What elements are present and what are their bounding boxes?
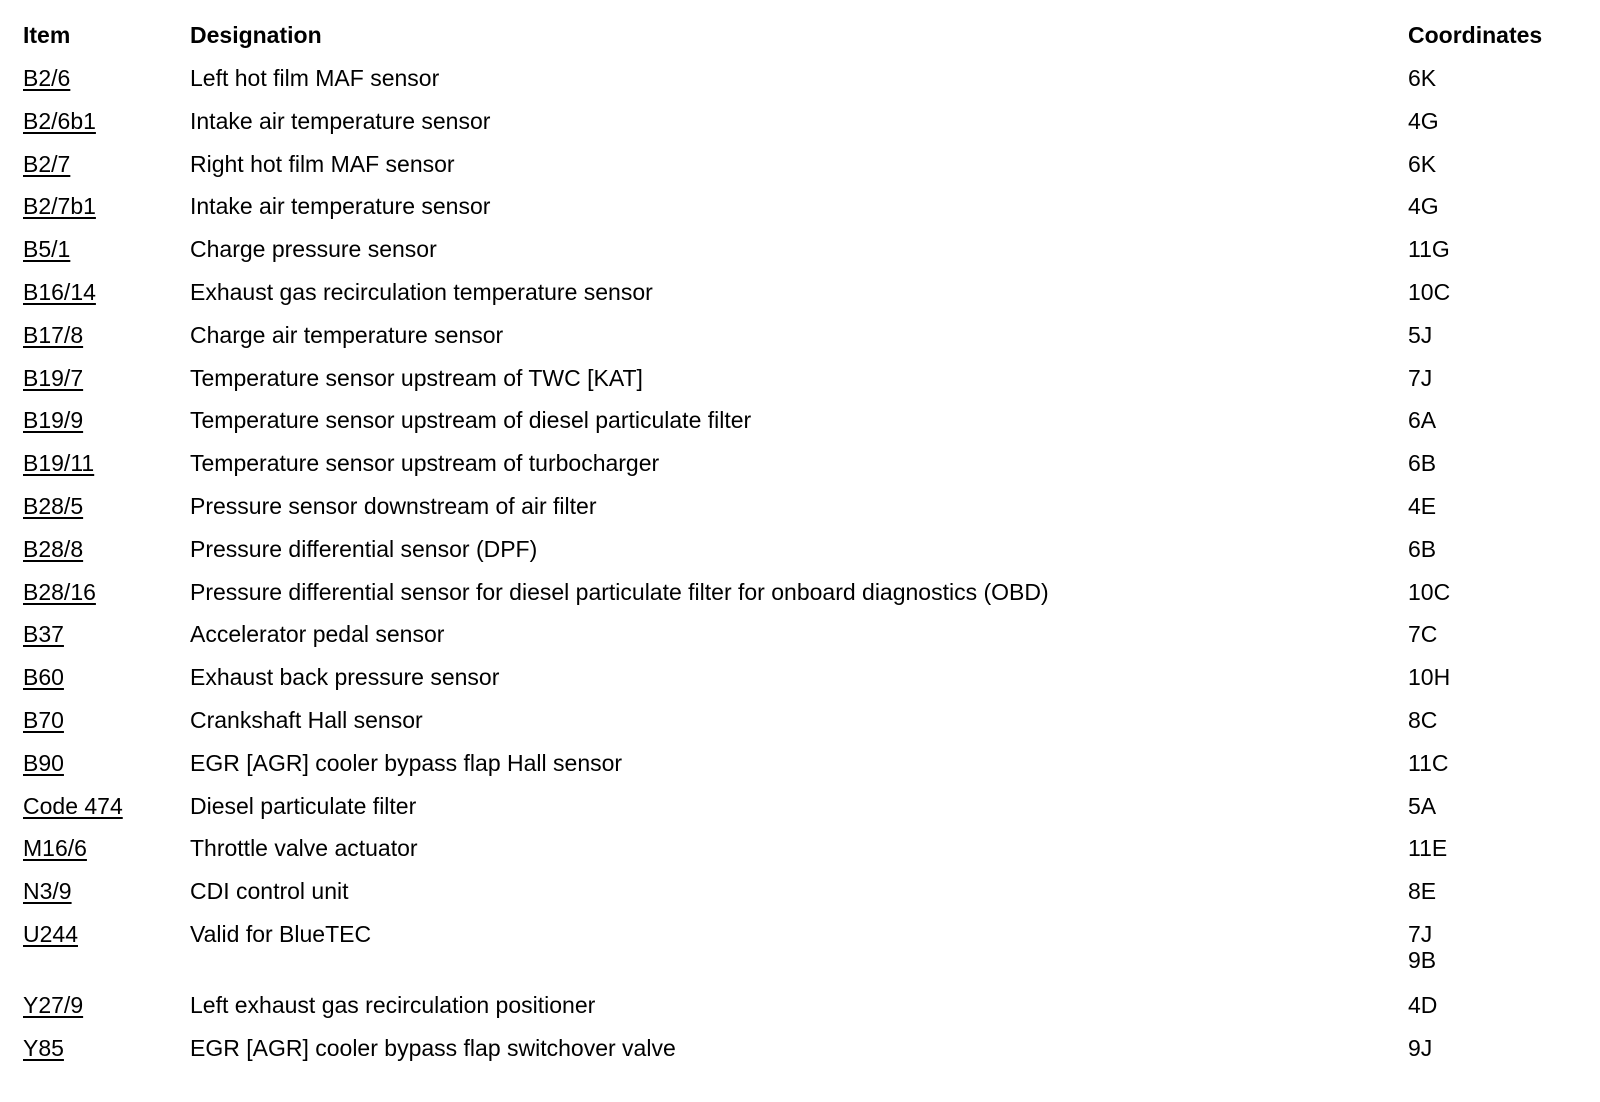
item-link[interactable]: B28/16	[23, 578, 96, 605]
coordinates-cell	[1408, 193, 1439, 219]
table-row	[0, 1035, 1600, 1078]
table-row	[0, 407, 1600, 450]
table-row	[0, 65, 1600, 108]
item-link[interactable]: B17/8	[23, 321, 84, 348]
item-link[interactable]: B19/9	[23, 407, 84, 434]
item-link[interactable]: Y27/9	[23, 991, 84, 1018]
designation-text: Crankshaft Hall sensor	[190, 706, 423, 733]
coordinate-value: 4G	[1408, 193, 1439, 220]
item-link[interactable]: M16/6	[23, 835, 87, 862]
coordinate-value: 5A	[1408, 792, 1437, 819]
table-row	[0, 878, 1600, 921]
coordinates-cell	[1408, 835, 1447, 861]
designation-text: EGR [AGR] cooler bypass flap Hall sensor	[190, 749, 623, 776]
coordinate-value: 6K	[1408, 65, 1437, 91]
table-row	[0, 151, 1600, 194]
coordinates-cell	[1408, 450, 1436, 476]
item-link[interactable]: N3/9	[23, 878, 72, 905]
table-row	[0, 322, 1600, 365]
coordinate-value: 9J	[1408, 1034, 1433, 1061]
table-row	[0, 450, 1600, 493]
coordinate-value: 6B	[1408, 535, 1437, 562]
coordinates-cell	[1408, 65, 1436, 91]
table-row	[0, 536, 1600, 579]
coordinate-value: 4E	[1408, 492, 1437, 519]
coordinate-value: 11C	[1408, 749, 1449, 776]
coordinates-cell	[1408, 365, 1432, 391]
item-link[interactable]: B5/1	[23, 236, 71, 263]
coordinate-value: 6A	[1408, 407, 1437, 434]
item-link[interactable]: B2/6	[23, 65, 71, 91]
coordinate-value: 10H	[1408, 664, 1451, 691]
coordinate-value: 10C	[1408, 278, 1451, 305]
coordinate-value: 6B	[1408, 450, 1437, 477]
designation-text: Diesel particulate filter	[190, 792, 417, 819]
table-row	[0, 835, 1600, 878]
designation-text: Valid for BlueTEC	[190, 920, 372, 947]
item-link[interactable]: B28/5	[23, 492, 84, 519]
coordinate-value: 6K	[1408, 150, 1437, 177]
item-link[interactable]: U244	[23, 920, 78, 947]
designation-text: Intake air temperature sensor	[190, 193, 491, 220]
designation-text: Right hot film MAF sensor	[190, 150, 455, 177]
coordinate-value: 4G	[1408, 107, 1439, 134]
table-row	[0, 921, 1600, 992]
table-row	[0, 793, 1600, 836]
table-row	[0, 193, 1600, 236]
coordinates-cell	[1408, 750, 1449, 776]
designation-text: Left hot film MAF sensor	[190, 65, 440, 91]
designation-text: Pressure differential sensor for diesel particulate filter for onboard diagnostics (OBD)	[190, 578, 1049, 605]
coordinate-value: 11E	[1408, 835, 1448, 862]
item-link[interactable]: B2/6b1	[23, 107, 96, 134]
item-link[interactable]: B19/11	[23, 450, 95, 477]
coordinates-cell	[1408, 921, 1436, 973]
coordinates-cell	[1408, 407, 1436, 433]
coordinate-value: 8E	[1408, 878, 1437, 905]
designation-text: Pressure sensor downstream of air filter	[190, 492, 597, 519]
coordinate-value: 10C	[1408, 578, 1451, 605]
table-row	[0, 365, 1600, 408]
coordinates-cell	[1408, 151, 1436, 177]
item-link[interactable]: B90	[23, 749, 64, 776]
coordinate-value: 7C	[1408, 621, 1438, 648]
coordinates-cell	[1408, 707, 1437, 733]
coordinates-cell	[1408, 621, 1437, 647]
header-coordinates: Coordinates	[1408, 22, 1543, 48]
designation-text: Accelerator pedal sensor	[190, 621, 445, 648]
coordinates-cell	[1408, 579, 1450, 605]
coordinate-value: 9B	[1408, 946, 1437, 973]
coordinates-cell	[1408, 279, 1450, 305]
designation-text: Temperature sensor upstream of diesel particulate filter	[190, 407, 752, 434]
coordinates-cell	[1408, 108, 1439, 134]
coordinate-value: 8C	[1408, 706, 1438, 733]
item-link[interactable]: B70	[23, 706, 64, 733]
designation-text: Left exhaust gas recirculation positioner	[190, 991, 596, 1018]
item-link[interactable]: B28/8	[23, 535, 84, 562]
table-header	[0, 22, 1600, 56]
coordinate-value: 5J	[1408, 321, 1433, 348]
header-designation: Designation	[190, 22, 322, 48]
designation-text: Charge pressure sensor	[190, 236, 437, 263]
coordinates-cell	[1408, 322, 1432, 348]
table-row	[0, 236, 1600, 279]
designation-text: Pressure differential sensor (DPF)	[190, 535, 538, 562]
table-row	[0, 108, 1600, 151]
item-link[interactable]: B2/7	[23, 150, 71, 177]
coordinate-value: 11G	[1408, 236, 1450, 263]
table-row	[0, 992, 1600, 1035]
coordinates-cell	[1408, 793, 1436, 819]
table-row	[0, 750, 1600, 793]
table-row	[0, 664, 1600, 707]
table-row	[0, 707, 1600, 750]
coordinates-cell	[1408, 878, 1436, 904]
coordinates-cell	[1408, 664, 1450, 690]
coordinates-cell	[1408, 1035, 1432, 1061]
designation-text: Charge air temperature sensor	[190, 321, 504, 348]
designation-text: Temperature sensor upstream of TWC [KAT]	[190, 364, 643, 391]
table-row	[0, 493, 1600, 536]
item-link[interactable]: B60	[23, 664, 64, 691]
coordinates-cell	[1408, 493, 1436, 519]
designation-text: Exhaust back pressure sensor	[190, 664, 500, 691]
item-link[interactable]: B16/14	[23, 278, 96, 305]
item-link[interactable]: Code 474	[23, 792, 123, 819]
header-item: Item	[23, 22, 71, 48]
table-row	[0, 279, 1600, 322]
designation-text: EGR [AGR] cooler bypass flap switchover valve	[190, 1034, 676, 1061]
table-body	[0, 65, 1600, 1078]
item-link[interactable]: Y85	[23, 1034, 64, 1061]
item-link[interactable]: B2/7b1	[23, 193, 96, 220]
designation-text: Exhaust gas recirculation temperature sensor	[190, 278, 653, 305]
coordinates-cell	[1408, 236, 1450, 262]
coordinates-cell	[1408, 992, 1437, 1018]
table-row	[0, 621, 1600, 664]
coordinate-value: 7J	[1408, 920, 1433, 947]
table-row	[0, 579, 1600, 622]
designation-text: Intake air temperature sensor	[190, 107, 491, 134]
designation-text: CDI control unit	[190, 878, 349, 905]
coordinate-value: 4D	[1408, 991, 1438, 1018]
item-link[interactable]: B19/7	[23, 364, 84, 391]
coordinates-cell	[1408, 536, 1436, 562]
designation-text: Throttle valve actuator	[190, 835, 418, 862]
coordinate-value: 7J	[1408, 364, 1433, 391]
designation-text: Temperature sensor upstream of turbocharger	[190, 450, 660, 477]
item-link[interactable]: B37	[23, 621, 64, 648]
